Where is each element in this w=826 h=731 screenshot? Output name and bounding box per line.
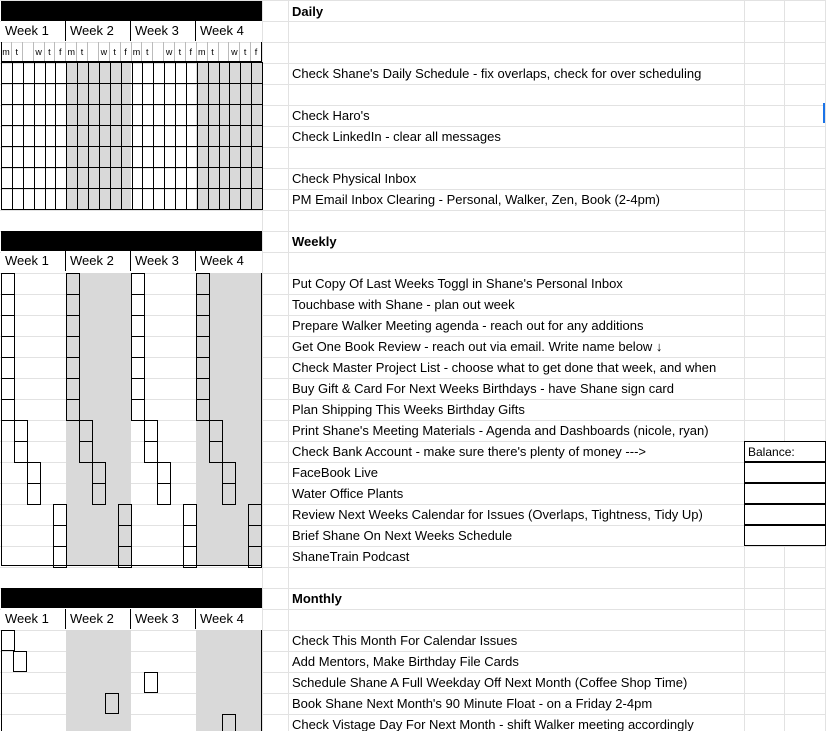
day-letter: f <box>251 42 262 62</box>
task-label[interactable]: PM Email Inbox Clearing - Personal, Walker, Zen, Book (2-4pm) <box>292 192 660 207</box>
task-label[interactable]: Check Vistage Day For Next Month - shift Walker meeting accordingly <box>292 717 694 731</box>
checkbox-cell[interactable] <box>66 294 80 316</box>
checkbox-cell[interactable] <box>66 336 80 358</box>
checkbox-cell[interactable] <box>1 630 15 651</box>
day-letter: t <box>240 42 251 62</box>
checkbox-cell[interactable] <box>222 462 236 484</box>
checkbox-cell[interactable] <box>131 399 145 421</box>
week-label: Week 4 <box>196 21 262 41</box>
week-label: Week 4 <box>196 251 262 271</box>
checkbox-cell[interactable] <box>1 294 15 316</box>
checkbox-cell[interactable] <box>251 62 263 84</box>
checkbox-cell[interactable] <box>248 525 262 547</box>
day-letter: w <box>164 42 175 62</box>
day-letter: f <box>55 42 66 62</box>
task-label[interactable]: ShaneTrain Podcast <box>292 549 410 564</box>
checkbox-cell[interactable] <box>66 315 80 337</box>
week-label: Week 4 <box>196 609 262 629</box>
checkbox-cell[interactable] <box>248 504 262 526</box>
week-label: Week 2 <box>66 251 131 271</box>
checkbox-cell[interactable] <box>144 420 158 442</box>
checkbox-cell[interactable] <box>251 146 263 168</box>
checkbox-cell[interactable] <box>196 336 210 358</box>
checkbox-cell[interactable] <box>131 357 145 379</box>
checkbox-cell[interactable] <box>1 315 15 337</box>
checkbox-cell[interactable] <box>144 672 158 693</box>
day-letter: t <box>208 42 219 62</box>
checkbox-cell[interactable] <box>196 315 210 337</box>
day-row-border <box>1 42 262 62</box>
week-label: Week 3 <box>131 21 196 41</box>
checkbox-cell[interactable] <box>222 483 236 505</box>
checkbox-cell[interactable] <box>157 483 171 505</box>
checkbox-cell[interactable] <box>209 420 223 442</box>
monthly-header-bar <box>1 588 262 608</box>
day-letter: t <box>12 42 23 62</box>
checkbox-cell[interactable] <box>196 357 210 379</box>
task-label[interactable]: Prepare Walker Meeting agenda - reach out for any additions <box>292 318 644 333</box>
task-label[interactable]: Add Mentors, Make Birthday File Cards <box>292 654 519 669</box>
task-label[interactable]: Check This Month For Calendar Issues <box>292 633 518 648</box>
day-letter: f <box>186 42 197 62</box>
checkbox-cell[interactable] <box>209 441 223 463</box>
checkbox-cell[interactable] <box>79 441 93 463</box>
checkbox-cell[interactable] <box>66 399 80 421</box>
day-letter: m <box>197 42 208 62</box>
gridline <box>0 210 826 211</box>
gridline <box>784 0 785 731</box>
day-letter: m <box>1 42 12 62</box>
week-label: Week 1 <box>1 609 66 629</box>
task-label[interactable]: Touchbase with Shane - plan out week <box>292 297 515 312</box>
checkbox-cell[interactable] <box>131 273 145 295</box>
balance-input-cell[interactable] <box>744 504 826 525</box>
checkbox-cell[interactable] <box>1 357 15 379</box>
balance-input-cell[interactable] <box>744 462 826 483</box>
checkbox-cell[interactable] <box>92 462 106 484</box>
checkbox-cell[interactable] <box>27 462 41 484</box>
checkbox-cell[interactable] <box>66 378 80 400</box>
checkbox-cell[interactable] <box>196 399 210 421</box>
checkbox-cell[interactable] <box>157 462 171 484</box>
checkbox-cell[interactable] <box>27 483 41 505</box>
week-label: Week 3 <box>131 609 196 629</box>
checkbox-cell[interactable] <box>196 273 210 295</box>
checkbox-cell[interactable] <box>251 167 263 189</box>
daily-header-bar <box>1 1 262 21</box>
weekly-title[interactable]: Weekly <box>292 234 337 249</box>
checkbox-cell[interactable] <box>183 504 197 526</box>
checkbox-cell[interactable] <box>118 546 132 568</box>
checkbox-cell[interactable] <box>222 714 236 731</box>
task-label[interactable]: Check Physical Inbox <box>292 171 417 186</box>
checkbox-cell[interactable] <box>131 378 145 400</box>
checkbox-cell[interactable] <box>1 336 15 358</box>
task-label[interactable]: Check Bank Account - make sure there's plenty of money ---> <box>292 444 647 459</box>
day-letter: w <box>99 42 110 62</box>
week-label: Week 1 <box>1 21 66 41</box>
day-letter: m <box>66 42 77 62</box>
checkbox-cell[interactable] <box>251 83 263 105</box>
day-letter: m <box>132 42 143 62</box>
day-letter: w <box>229 42 240 62</box>
checkbox-cell[interactable] <box>131 336 145 358</box>
task-label[interactable]: Put Copy Of Last Weeks Toggl in Shane's Personal Inbox <box>292 276 623 291</box>
gridline <box>288 0 289 731</box>
checkbox-cell[interactable] <box>105 693 119 714</box>
week-label: Week 3 <box>131 251 196 271</box>
task-label[interactable]: Check LinkedIn - clear all messages <box>292 129 501 144</box>
daily-title[interactable]: Daily <box>292 4 324 19</box>
checkbox-cell[interactable] <box>13 651 27 672</box>
checkbox-cell[interactable] <box>183 525 197 547</box>
week-label: Week 1 <box>1 251 66 271</box>
task-label[interactable]: Water Office Plants <box>292 486 404 501</box>
day-letter: t <box>142 42 153 62</box>
week-label: Week 2 <box>66 609 131 629</box>
balance-label-cell[interactable]: Balance: <box>744 441 826 462</box>
day-letter: f <box>121 42 132 62</box>
checkbox-cell[interactable] <box>118 525 132 547</box>
checkbox-cell[interactable] <box>251 104 263 126</box>
day-letter: t <box>110 42 121 62</box>
checkbox-cell[interactable] <box>118 504 132 526</box>
checkbox-cell[interactable] <box>251 125 263 147</box>
checkbox-cell[interactable] <box>131 294 145 316</box>
task-label[interactable]: Print Shane's Meeting Materials - Agenda and Dashboards (nicole, ryan) <box>292 423 709 438</box>
checkbox-cell[interactable] <box>144 441 158 463</box>
checkbox-cell[interactable] <box>14 420 28 442</box>
checkbox-cell[interactable] <box>92 483 106 505</box>
checkbox-cell[interactable] <box>79 420 93 442</box>
day-letter: w <box>34 42 45 62</box>
weekly-header-bar <box>1 231 262 251</box>
task-label[interactable]: Schedule Shane A Full Weekday Off Next Month (Coffee Shop Time) <box>292 675 688 690</box>
checkbox-cell[interactable] <box>183 546 197 568</box>
task-label[interactable]: Brief Shane On Next Weeks Schedule <box>292 528 513 543</box>
checkbox-cell[interactable] <box>196 294 210 316</box>
checkbox-cell[interactable] <box>1 273 15 295</box>
task-label[interactable]: Check Haro's <box>292 108 370 123</box>
day-letter: t <box>77 42 88 62</box>
gridline <box>744 0 745 731</box>
checkbox-cell[interactable] <box>53 525 67 547</box>
balance-input-cell[interactable] <box>744 525 826 546</box>
checkbox-cell[interactable] <box>53 504 67 526</box>
balance-input-cell[interactable] <box>744 483 826 504</box>
checkbox-cell[interactable] <box>251 188 263 210</box>
task-label[interactable]: Get One Book Review - reach out via email. Write name below ↓ <box>292 339 663 354</box>
checkbox-cell[interactable] <box>196 378 210 400</box>
checkbox-cell[interactable] <box>66 357 80 379</box>
task-label[interactable]: Check Master Project List - choose what to get done that week, and when <box>292 360 717 375</box>
checkbox-cell[interactable] <box>66 273 80 295</box>
checkbox-cell[interactable] <box>131 315 145 337</box>
day-letter: t <box>45 42 56 62</box>
monthly-title[interactable]: Monthly <box>292 591 342 606</box>
checkbox-cell[interactable] <box>1 399 15 421</box>
task-label[interactable]: FaceBook Live <box>292 465 378 480</box>
task-label[interactable]: Review Next Weeks Calendar for Issues (Overlaps, Tightness, Tidy Up) <box>292 507 703 522</box>
task-label[interactable]: Book Shane Next Month's 90 Minute Float - on a Friday 2-4pm <box>292 696 653 711</box>
task-label[interactable]: Check Shane's Daily Schedule - fix overlaps, check for over scheduling <box>292 66 702 81</box>
task-label[interactable]: Buy Gift & Card For Next Weeks Birthdays - have Shane sign card <box>292 381 674 396</box>
checkbox-cell[interactable] <box>14 441 28 463</box>
week-label: Week 2 <box>66 21 131 41</box>
task-label[interactable]: Plan Shipping This Weeks Birthday Gifts <box>292 402 525 417</box>
cell-selection-indicator <box>823 103 825 123</box>
day-letter: t <box>175 42 186 62</box>
checkbox-cell[interactable] <box>53 546 67 568</box>
checkbox-cell[interactable] <box>248 546 262 568</box>
checkbox-cell[interactable] <box>1 378 15 400</box>
